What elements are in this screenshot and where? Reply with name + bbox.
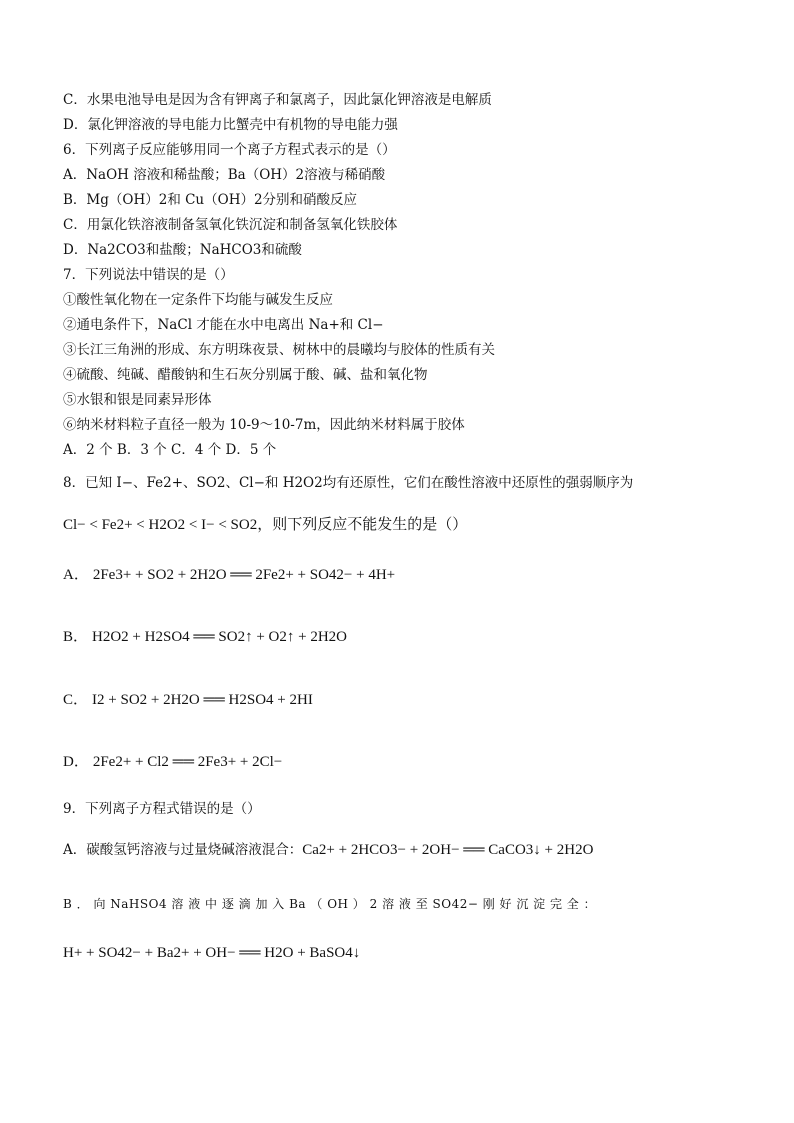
q8-option-c — [63, 691, 313, 709]
q8-option-b — [63, 628, 347, 646]
q9-option-b-stem: B ． 向 NaHSO4 溶 液 中 逐 滴 加 入 Ba （ OH ） 2 溶 液 至 SO42− 刚 好 沉 淀 完 全 ： — [63, 897, 597, 911]
equation: H2O2 + H2SO4 ══ SO2↑ + O2↑ + 2H2O — [92, 629, 347, 645]
q7-statement-2: ②通电条件下，NaCl 才能在水中电离出 Na+和 Cl− — [63, 317, 384, 333]
option-label: A． — [63, 567, 89, 583]
q5-option-d: D．氯化钾溶液的导电能力比蟹壳中有机物的导电能力强 — [63, 117, 398, 133]
q6-option-d: D．Na2CO3和盐酸；NaHCO3和硫酸 — [63, 242, 302, 258]
option-label: C． — [63, 692, 89, 708]
q7-stem: 7．下列说法中错误的是（） — [63, 267, 234, 283]
option-label: D． — [63, 754, 89, 770]
q7-statement-3: ③长江三角洲的形成、东方明珠夜景、树林中的晨曦均与胶体的性质有关 — [63, 342, 495, 358]
q7-statement-5: ⑤水银和银是同素异形体 — [63, 392, 212, 408]
q7-statement-4: ④硫酸、纯碱、醋酸钠和生石灰分别属于酸、碱、盐和氧化物 — [63, 367, 428, 383]
equation: 2Fe3+ + SO2 + 2H2O ══ 2Fe2+ + SO42− + 4H+ — [92, 567, 396, 583]
option-label: B． — [63, 629, 89, 645]
q9-option-a — [63, 841, 593, 859]
equation: I2 + SO2 + 2H2O ══ H2SO4 + 2HI — [92, 692, 313, 708]
q6-stem: 6．下列离子反应能够用同一个离子方程式表示的是（） — [63, 142, 396, 158]
q7-options: A．2 个 B．3 个 C．4 个 D．5 个 — [63, 442, 277, 458]
q6-option-b: B．Mg（OH）2和 Cu（OH）2分别和硝酸反应 — [63, 192, 358, 208]
q5-option-c: C．水果电池导电是因为含有钾离子和氯离子，因此氯化钾溶液是电解质 — [63, 92, 492, 108]
q7-statement-1: ①酸性氧化物在一定条件下均能与碱发生反应 — [63, 292, 333, 308]
option-text: A．碳酸氢钙溶液与过量烧碱溶液混合： — [63, 842, 303, 858]
q8-stem-line1: 8．已知 I−、Fe2+、SO2、Cl−和 H2O2均有还原性，它们在酸性溶液中还原性的强弱顺序为 — [63, 475, 634, 491]
q9-option-b-equation: H+ + SO42− + Ba2+ + OH− ══ H2O + BaSO4↓ — [63, 945, 361, 961]
q6-option-c: C．用氯化铁溶液制备氢氧化铁沉淀和制备氢氧化铁胶体 — [63, 217, 398, 233]
q8-option-a — [63, 566, 395, 584]
q6-option-a: A．NaOH 溶液和稀盐酸；Ba（OH）2溶液与稀硝酸 — [63, 167, 386, 183]
equation: Ca2+ + 2HCO3− + 2OH− ══ CaCO3↓ + 2H2O — [302, 842, 594, 858]
q7-statement-6: ⑥纳米材料粒子直径一般为 10-9～10-7m，因此纳米材料属于胶体 — [63, 417, 465, 433]
q8-stem-line2: Cl− < Fe2+ < H2O2 < I− < SO2，则下列反应不能发生的是（） — [63, 517, 468, 533]
q9-stem: 9．下列离子方程式错误的是（） — [63, 801, 261, 817]
q8-option-d — [63, 753, 282, 771]
equation: 2Fe2+ + Cl2 ══ 2Fe3+ + 2Cl− — [92, 754, 283, 770]
